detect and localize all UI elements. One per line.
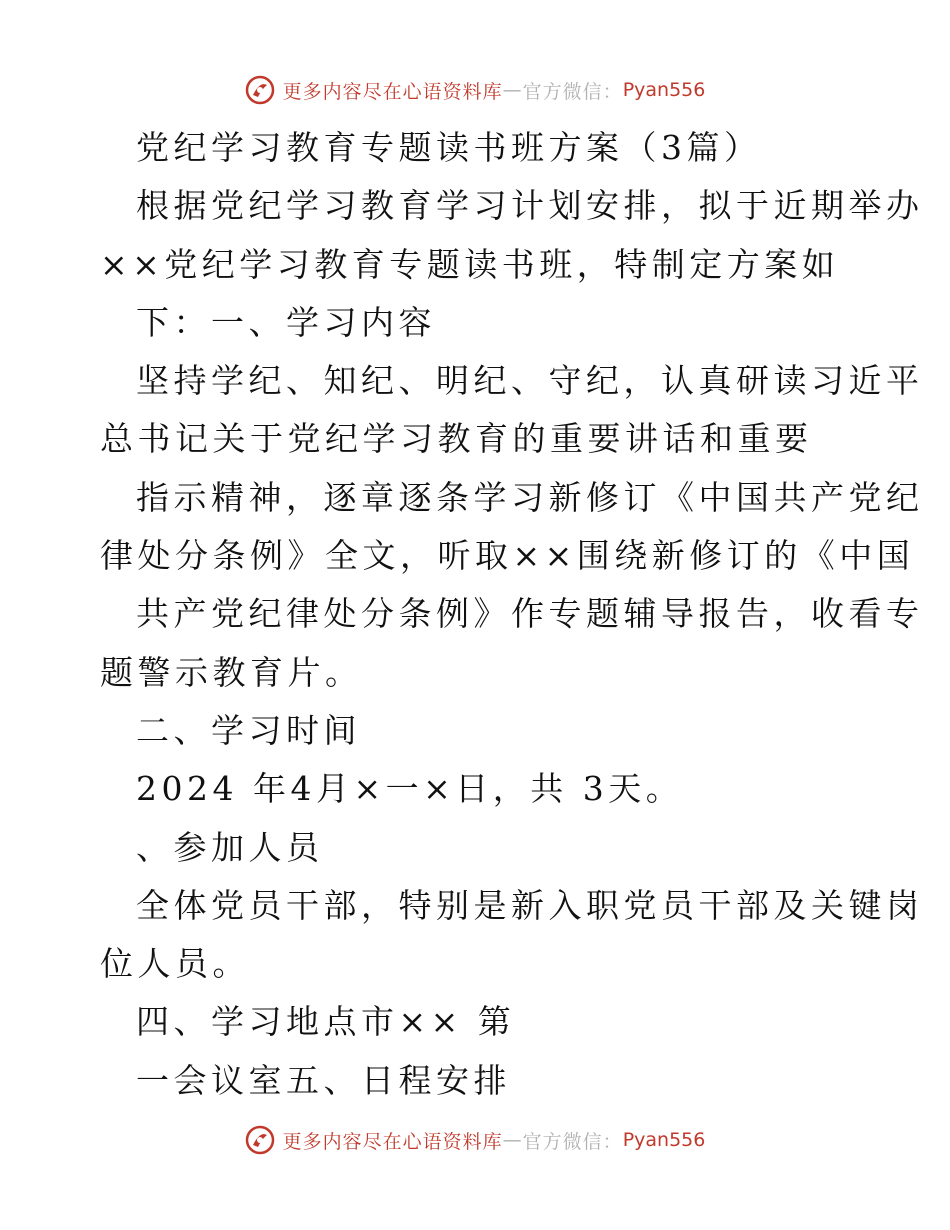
paragraph-line: 全体党员干部，特别是新入职党员干部及关键岗 <box>136 885 924 925</box>
paragraph-line: 位人员。 <box>100 944 250 984</box>
document-body <box>100 126 924 1117</box>
paragraph-line: 总书记关于党纪学习教育的重要讲话和重要 <box>100 419 813 459</box>
watermark-wechat-id: Pyan556 <box>622 79 706 101</box>
watermark-header <box>0 72 950 108</box>
seal-logo-icon <box>245 1125 275 1155</box>
section-heading: 下：一、学习内容 <box>136 302 436 342</box>
paragraph-line: 坚持学纪、知纪、明纪、守纪，认真研读习近平 <box>136 361 924 401</box>
watermark-separator: — <box>502 79 523 101</box>
watermark-official-label: 官方微信： <box>522 80 623 103</box>
paragraph-line: 根据党纪学习教育学习计划安排，拟于近期举办 <box>136 186 924 226</box>
document-title: 党纪学习教育专题读书班方案（3篇） <box>136 128 762 167</box>
paragraph-line: 共产党纪律处分条例》作专题辅导报告，收看专 <box>136 594 924 634</box>
watermark-wechat-id: Pyan556 <box>622 1129 706 1151</box>
paragraph-line: ××党纪学习教育专题读书班，特制定方案如 <box>100 244 840 284</box>
watermark-text: 更多内容尽在心语资料库 <box>282 80 503 103</box>
paragraph-line: 指示精神，逐章逐条学习新修订《中国共产党纪 <box>136 477 924 517</box>
watermark-text: 更多内容尽在心语资料库 <box>282 1130 503 1153</box>
paragraph-line: 2024 年4月×一×日，共 3天。 <box>136 769 684 809</box>
seal-logo-icon <box>245 75 275 105</box>
section-heading: 、参加人员 <box>136 827 324 867</box>
watermark-separator: — <box>502 1129 523 1151</box>
section-heading: 二、学习时间 <box>136 710 361 750</box>
watermark-official-label: 官方微信： <box>522 1130 623 1153</box>
paragraph-line: 律处分条例》全文，听取××围绕新修订的《中国 <box>100 536 915 576</box>
section-heading: 四、学习地点市×× 第 <box>136 1002 516 1042</box>
paragraph-line: 题警示教育片。 <box>100 652 363 692</box>
section-heading: 一会议室五、日程安排 <box>136 1060 511 1100</box>
watermark-footer <box>0 1122 950 1158</box>
